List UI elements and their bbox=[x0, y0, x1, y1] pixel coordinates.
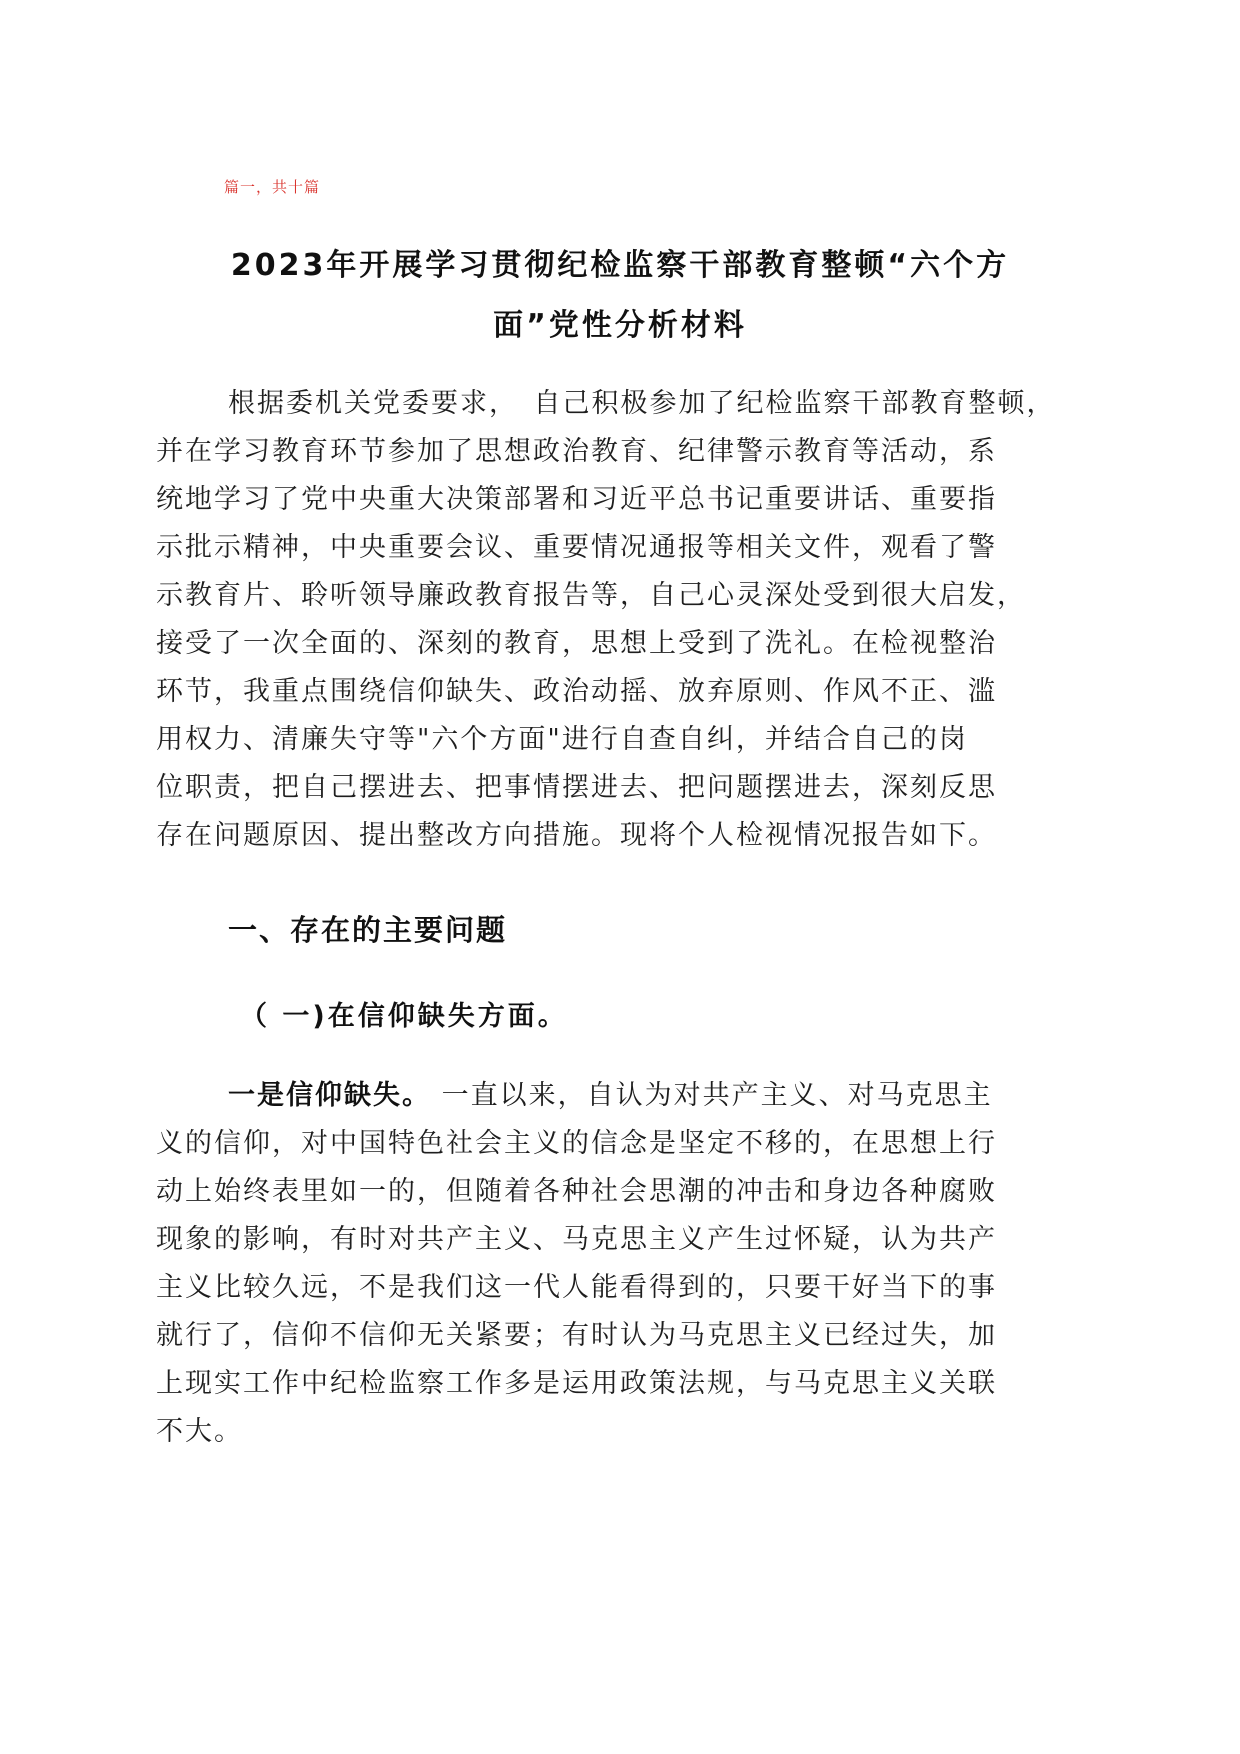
paragraph-line: 位职责，把自己摆进去、把事情摆进去、把问题摆进去，深刻反思 bbox=[156, 772, 997, 803]
paragraph-line bbox=[156, 1072, 1096, 1120]
series-tag: 篇一，共十篇 bbox=[224, 178, 321, 196]
paragraph-line: 环节，我重点围绕信仰缺失、政治动摇、放弃原则、作风不正、滥 bbox=[156, 676, 997, 707]
paragraph-line: 不大。 bbox=[156, 1416, 243, 1447]
section-heading: 一、存在的主要问题 bbox=[228, 913, 508, 947]
subsection-heading: （ 一)在信仰缺失方面。 bbox=[240, 1001, 568, 1032]
paragraph-line: 上现实工作中纪检监察工作多是运用政策法规，与马克思主义关联 bbox=[156, 1368, 997, 1399]
paragraph-line: 动上始终表里如一的，但随着各种社会思潮的冲击和身边各种腐败 bbox=[156, 1176, 997, 1207]
document-title-line-1: 2023年开展学习贯彻纪检监察干部教育整顿“六个方 bbox=[230, 248, 1010, 283]
paragraph-line: 主义比较久远，不是我们这一代人能看得到的，只要干好当下的事 bbox=[156, 1272, 997, 1303]
paragraph-line: 统地学习了党中央重大决策部署和习近平总书记重要讲话、重要指 bbox=[156, 484, 997, 515]
paragraph-line: 用权力、清廉失守等"六个方面"进行自查自纠，并结合自己的岗 bbox=[156, 724, 968, 755]
paragraph-line: 义的信仰，对中国特色社会主义的信念是坚定不移的，在思想上行 bbox=[156, 1128, 997, 1159]
paragraph-line: 存在问题原因、提出整改方向措施。现将个人检视情况报告如下。 bbox=[156, 820, 997, 851]
paragraph-line: 接受了一次全面的、深刻的教育，思想上受到了洗礼。在检视整治 bbox=[156, 628, 997, 659]
paragraph-line: 并在学习教育环节参加了思想政治教育、纪律警示教育等活动，系 bbox=[156, 436, 997, 467]
paragraph-lead: 一是信仰缺失。 bbox=[228, 1080, 431, 1111]
paragraph-line-rest: 一直以来，自认为对共产主义、对马克思主 bbox=[431, 1080, 993, 1111]
paragraph-line: 现象的影响，有时对共产主义、马克思主义产生过怀疑，认为共产 bbox=[156, 1224, 997, 1255]
paragraph-line: 示教育片、聆听领导廉政教育报告等，自己心灵深处受到很大启发， bbox=[156, 580, 1026, 611]
intro-paragraph bbox=[156, 380, 1096, 860]
paragraph-line: 示批示精神，中央重要会议、重要情况通报等相关文件，观看了警 bbox=[156, 532, 997, 563]
paragraph-line: 根据委机关党委要求， 自己积极参加了纪检监察干部教育整顿， bbox=[228, 388, 1056, 419]
body-paragraph bbox=[156, 1072, 1096, 1456]
document-title-line-2: 面”党性分析材料 bbox=[493, 308, 747, 343]
paragraph-line: 就行了，信仰不信仰无关紧要；有时认为马克思主义已经过失，加 bbox=[156, 1320, 997, 1351]
